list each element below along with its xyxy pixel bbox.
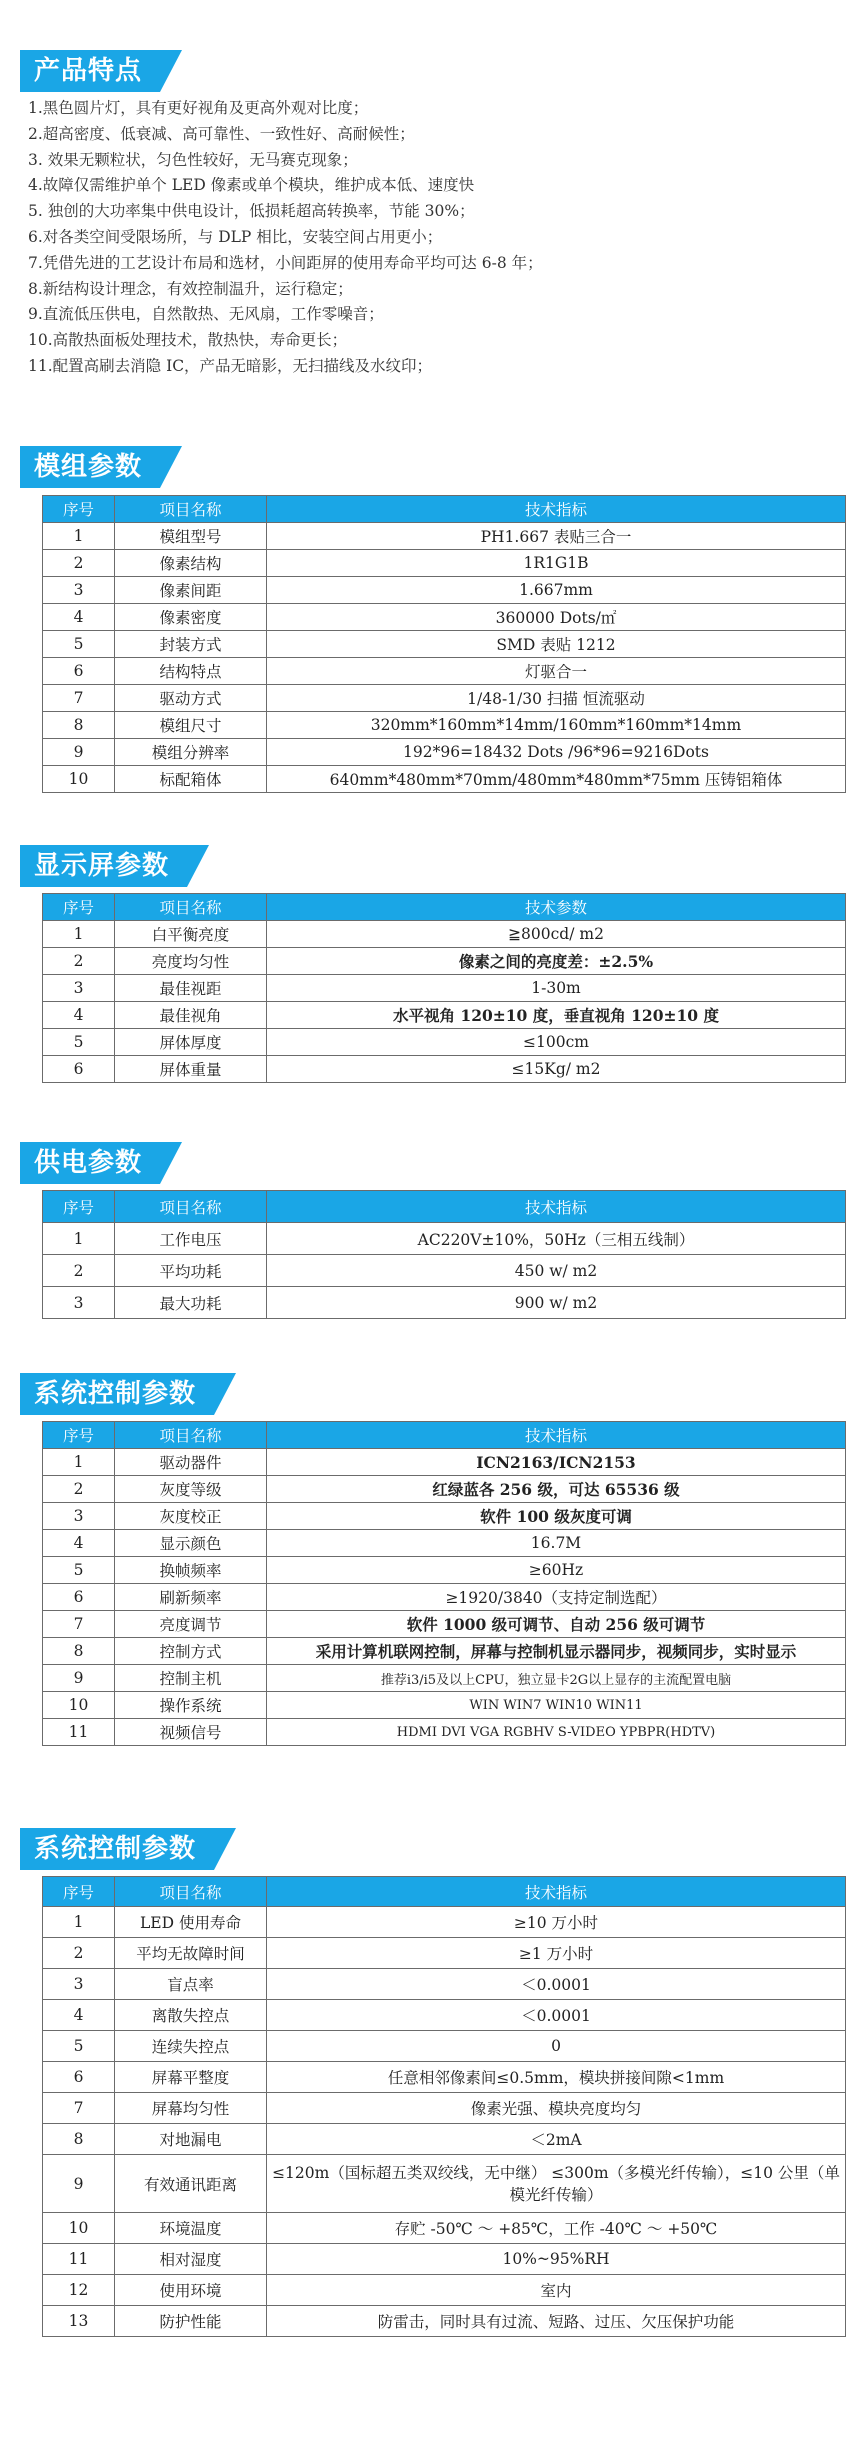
row-item: 驱动器件: [115, 1449, 267, 1476]
row-index: 1: [43, 1449, 115, 1476]
table-row: [43, 1719, 846, 1746]
row-item: 对地漏电: [115, 2124, 267, 2155]
col-header-spec: 技术指标: [267, 1422, 846, 1449]
table-row: [43, 1692, 846, 1719]
row-value: 像素之间的亮度差：±2.5%: [267, 948, 846, 975]
row-item: 模组型号: [115, 523, 267, 550]
row-index: 7: [43, 2093, 115, 2124]
table-row: [43, 523, 846, 550]
table-row: [43, 2093, 846, 2124]
features-list: [28, 96, 848, 380]
row-item: 工作电压: [115, 1223, 267, 1255]
row-index: 6: [43, 1584, 115, 1611]
row-value: 1-30m: [267, 975, 846, 1002]
section-title-module: 模组参数: [20, 446, 160, 488]
row-index: 4: [43, 1002, 115, 1029]
row-index: 2: [43, 1255, 115, 1287]
table-row: [43, 1029, 846, 1056]
row-index: 10: [43, 766, 115, 793]
row-item: 平均无故障时间: [115, 1938, 267, 1969]
row-value: 0: [267, 2031, 846, 2062]
feature-item: 10.高散热面板处理技术，散热快，寿命更长；: [28, 331, 348, 350]
table-row: [43, 948, 846, 975]
row-item: 平均功耗: [115, 1255, 267, 1287]
feature-item: 2.超高密度、低衰减、高可靠性、一致性好、高耐候性；: [28, 124, 415, 143]
row-index: 4: [43, 1530, 115, 1557]
row-value: WIN WIN7 WIN10 WIN11: [267, 1692, 846, 1719]
table-row: [43, 2306, 846, 2337]
row-index: 5: [43, 1029, 115, 1056]
row-value: 软件 100 级灰度可调: [267, 1503, 846, 1530]
row-value: 防雷击，同时具有过流、短路、过压、欠压保护功能: [267, 2306, 846, 2337]
row-value: AC220V±10%，50Hz（三相五线制）: [267, 1223, 846, 1255]
row-value: 640mm*480mm*70mm/480mm*480mm*75mm 压铸铝箱体: [267, 766, 846, 793]
row-index: 10: [43, 1692, 115, 1719]
col-header-index: 序号: [43, 1191, 115, 1223]
row-index: 8: [43, 1638, 115, 1665]
row-index: 12: [43, 2275, 115, 2306]
table-row: [43, 1638, 846, 1665]
row-index: 9: [43, 2155, 115, 2213]
row-index: 11: [43, 1719, 115, 1746]
table-row: [43, 1530, 846, 1557]
row-item: 操作系统: [115, 1692, 267, 1719]
row-value: 像素光强、模块亮度均匀: [267, 2093, 846, 2124]
row-item: 封装方式: [115, 631, 267, 658]
row-item: 屏幕平整度: [115, 2062, 267, 2093]
row-value: 水平视角 120±10 度，垂直视角 120±10 度: [267, 1002, 846, 1029]
row-index: 3: [43, 975, 115, 1002]
feature-item: 1.黑色圆片灯，具有更好视角及更高外观对比度；: [28, 99, 369, 117]
table-row: [43, 1969, 846, 2000]
row-value: 1R1G1B: [267, 550, 846, 577]
row-item: 亮度调节: [115, 1611, 267, 1638]
feature-item: 9.直流低压供电，自然散热、无风扇，工作零噪音；: [28, 305, 384, 324]
row-item: 控制方式: [115, 1638, 267, 1665]
row-index: 1: [43, 921, 115, 948]
feature-item: 3. 效果无颗粒状，匀色性较好，无马赛克现象；: [28, 150, 358, 169]
row-item: 模组分辨率: [115, 739, 267, 766]
row-index: 3: [43, 1969, 115, 2000]
col-header-spec: 技术指标: [267, 1191, 846, 1223]
table-row: [43, 2213, 846, 2244]
row-value: 软件 1000 级可调节、自动 256 级可调节: [267, 1611, 846, 1638]
row-value: 红绿蓝各 256 级，可达 65536 级: [267, 1476, 846, 1503]
row-value: HDMI DVI VGA RGBHV S-VIDEO YPBPR(HDTV): [267, 1719, 846, 1746]
table-row: [43, 2124, 846, 2155]
row-item: 控制主机: [115, 1665, 267, 1692]
row-value: 1.667mm: [267, 577, 846, 604]
col-header-spec: 技术指标: [267, 1877, 846, 1907]
section-title-power: 供电参数: [20, 1142, 160, 1184]
row-value: ≥60Hz: [267, 1557, 846, 1584]
row-item: 屏体厚度: [115, 1029, 267, 1056]
col-header-spec: 技术指标: [267, 496, 846, 523]
row-index: 9: [43, 739, 115, 766]
table-header-row: [43, 1422, 846, 1449]
row-value: 360000 Dots/㎡: [267, 604, 846, 631]
section-title-display: 显示屏参数: [20, 845, 187, 887]
table-row: [43, 2062, 846, 2093]
table-row: [43, 1665, 846, 1692]
row-value: 320mm*160mm*14mm/160mm*160mm*14mm: [267, 712, 846, 739]
table-row: [43, 2031, 846, 2062]
feature-item: 4.故障仅需维护单个 LED 像素或单个模块，维护成本低、速度快: [28, 176, 475, 195]
feature-item: 6.对各类空间受限场所，与 DLP 相比，安装空间占用更小；: [28, 227, 443, 246]
row-value: ≧800cd/ m2: [267, 921, 846, 948]
table-row: [43, 1938, 846, 1969]
row-item: 像素间距: [115, 577, 267, 604]
row-value: 900 w/ m2: [267, 1287, 846, 1319]
row-item: 标配箱体: [115, 766, 267, 793]
row-index: 1: [43, 1907, 115, 1938]
table-row: [43, 1557, 846, 1584]
row-index: 5: [43, 631, 115, 658]
row-value: ＜0.0001: [267, 2000, 846, 2031]
col-header-index: 序号: [43, 496, 115, 523]
row-item: 换帧频率: [115, 1557, 267, 1584]
table-row: [43, 658, 846, 685]
control-spec-table: [42, 1421, 846, 1746]
feature-item: 11.配置高刷去消隐 IC，产品无暗影，无扫描线及水纹印；: [28, 356, 433, 375]
row-item: 白平衡亮度: [115, 921, 267, 948]
table-row: [43, 766, 846, 793]
row-item: 视频信号: [115, 1719, 267, 1746]
row-index: 8: [43, 2124, 115, 2155]
module-spec-table: [42, 495, 846, 793]
section-title-features: 产品特点: [20, 50, 160, 92]
col-header-item: 项目名称: [115, 496, 267, 523]
table-row: [43, 550, 846, 577]
row-index: 5: [43, 2031, 115, 2062]
row-item: 驱动方式: [115, 685, 267, 712]
row-item: 灰度校正: [115, 1503, 267, 1530]
table-row: [43, 1503, 846, 1530]
table-row: [43, 631, 846, 658]
row-item: 显示颜色: [115, 1530, 267, 1557]
row-item: 灰度等级: [115, 1476, 267, 1503]
row-item: 屏幕均匀性: [115, 2093, 267, 2124]
row-value: 192*96=18432 Dots /96*96=9216Dots: [267, 739, 846, 766]
row-item: 最大功耗: [115, 1287, 267, 1319]
col-header-item: 项目名称: [115, 1877, 267, 1907]
table-row: [43, 577, 846, 604]
power-spec-table: [42, 1190, 846, 1319]
section-title-control: 系统控制参数: [20, 1373, 214, 1415]
row-value: 推荐i3/i5及以上CPU，独立显卡2G以上显存的主流配置电脑: [267, 1665, 846, 1692]
row-item: 亮度均匀性: [115, 948, 267, 975]
row-value: ≤120m（国标超五类双绞线，无中继） ≤300m（多模光纤传输），≤10 公里（单模光纤传输）: [267, 2155, 846, 2213]
row-item: 使用环境: [115, 2275, 267, 2306]
row-item: 像素结构: [115, 550, 267, 577]
col-header-index: 序号: [43, 1877, 115, 1907]
row-value: ＜2mA: [267, 2124, 846, 2155]
feature-item: 5. 独创的大功率集中供电设计，低损耗超高转换率，节能 30%；: [28, 202, 475, 221]
table-row: [43, 2155, 846, 2213]
col-header-item: 项目名称: [115, 1422, 267, 1449]
table-row: [43, 1287, 846, 1319]
table-row: [43, 1611, 846, 1638]
row-value: 1/48-1/30 扫描 恒流驱动: [267, 685, 846, 712]
row-index: 1: [43, 1223, 115, 1255]
table-row: [43, 712, 846, 739]
row-value: ≥1 万小时: [267, 1938, 846, 1969]
row-index: 6: [43, 658, 115, 685]
table-row: [43, 921, 846, 948]
row-index: 8: [43, 712, 115, 739]
table-row: [43, 1255, 846, 1287]
row-index: 2: [43, 1938, 115, 1969]
col-header-spec: 技术参数: [267, 894, 846, 921]
row-value: 450 w/ m2: [267, 1255, 846, 1287]
table-header-row: [43, 894, 846, 921]
feature-item: 8.新结构设计理念，有效控制温升，运行稳定；: [28, 279, 353, 298]
row-value: ＜0.0001: [267, 1969, 846, 2000]
row-value: ICN2163/ICN2153: [267, 1449, 846, 1476]
display-spec-table: [42, 893, 846, 1083]
table-header-row: [43, 1877, 846, 1907]
row-index: 13: [43, 2306, 115, 2337]
row-item: 盲点率: [115, 1969, 267, 2000]
table-row: [43, 1476, 846, 1503]
table-row: [43, 604, 846, 631]
table-header-row: [43, 496, 846, 523]
row-index: 2: [43, 550, 115, 577]
row-index: 2: [43, 1476, 115, 1503]
row-index: 3: [43, 1287, 115, 1319]
row-index: 11: [43, 2244, 115, 2275]
row-value: 10%~95%RH: [267, 2244, 846, 2275]
row-value: 存贮 -50℃ ～ +85℃，工作 -40℃ ～ +50℃: [267, 2213, 846, 2244]
row-value: 采用计算机联网控制，屏幕与控制机显示器同步，视频同步，实时显示: [267, 1638, 846, 1665]
row-value: ≤100cm: [267, 1029, 846, 1056]
row-value: 任意相邻像素间≤0.5mm，模块拼接间隙<1mm: [267, 2062, 846, 2093]
row-value: 16.7M: [267, 1530, 846, 1557]
row-index: 2: [43, 948, 115, 975]
row-index: 3: [43, 577, 115, 604]
row-index: 7: [43, 1611, 115, 1638]
table-row: [43, 1056, 846, 1083]
row-item: 防护性能: [115, 2306, 267, 2337]
row-value: 灯驱合一: [267, 658, 846, 685]
col-header-index: 序号: [43, 894, 115, 921]
table-row: [43, 2244, 846, 2275]
table-row: [43, 1223, 846, 1255]
table-row: [43, 2275, 846, 2306]
col-header-item: 项目名称: [115, 1191, 267, 1223]
row-item: 相对湿度: [115, 2244, 267, 2275]
row-value: PH1.667 表贴三合一: [267, 523, 846, 550]
row-index: 4: [43, 604, 115, 631]
row-value: ≥1920/3840（支持定制选配）: [267, 1584, 846, 1611]
row-item: 环境温度: [115, 2213, 267, 2244]
col-header-item: 项目名称: [115, 894, 267, 921]
col-header-index: 序号: [43, 1422, 115, 1449]
row-item: 离散失控点: [115, 2000, 267, 2031]
row-value: SMD 表贴 1212: [267, 631, 846, 658]
row-item: 屏体重量: [115, 1056, 267, 1083]
row-index: 3: [43, 1503, 115, 1530]
reliability-spec-table: [42, 1876, 846, 2337]
row-index: 6: [43, 2062, 115, 2093]
row-value: ≥10 万小时: [267, 1907, 846, 1938]
table-header-row: [43, 1191, 846, 1223]
table-row: [43, 1449, 846, 1476]
table-row: [43, 2000, 846, 2031]
row-value: ≤15Kg/ m2: [267, 1056, 846, 1083]
table-row: [43, 685, 846, 712]
feature-item: 7.凭借先进的工艺设计布局和选材，小间距屏的使用寿命平均可达 6-8 年；: [28, 253, 543, 272]
row-item: 有效通讯距离: [115, 2155, 267, 2213]
table-row: [43, 1002, 846, 1029]
row-index: 4: [43, 2000, 115, 2031]
row-index: 9: [43, 1665, 115, 1692]
row-item: 刷新频率: [115, 1584, 267, 1611]
row-index: 6: [43, 1056, 115, 1083]
row-item: 结构特点: [115, 658, 267, 685]
row-index: 1: [43, 523, 115, 550]
row-index: 10: [43, 2213, 115, 2244]
table-row: [43, 739, 846, 766]
row-value: 室内: [267, 2275, 846, 2306]
row-item: 最佳视距: [115, 975, 267, 1002]
row-index: 5: [43, 1557, 115, 1584]
row-item: 最佳视角: [115, 1002, 267, 1029]
row-index: 7: [43, 685, 115, 712]
table-row: [43, 1907, 846, 1938]
row-item: 模组尺寸: [115, 712, 267, 739]
section-title-reliability: 系统控制参数: [20, 1828, 214, 1870]
table-row: [43, 1584, 846, 1611]
row-item: 连续失控点: [115, 2031, 267, 2062]
row-item: LED 使用寿命: [115, 1907, 267, 1938]
row-item: 像素密度: [115, 604, 267, 631]
table-row: [43, 975, 846, 1002]
